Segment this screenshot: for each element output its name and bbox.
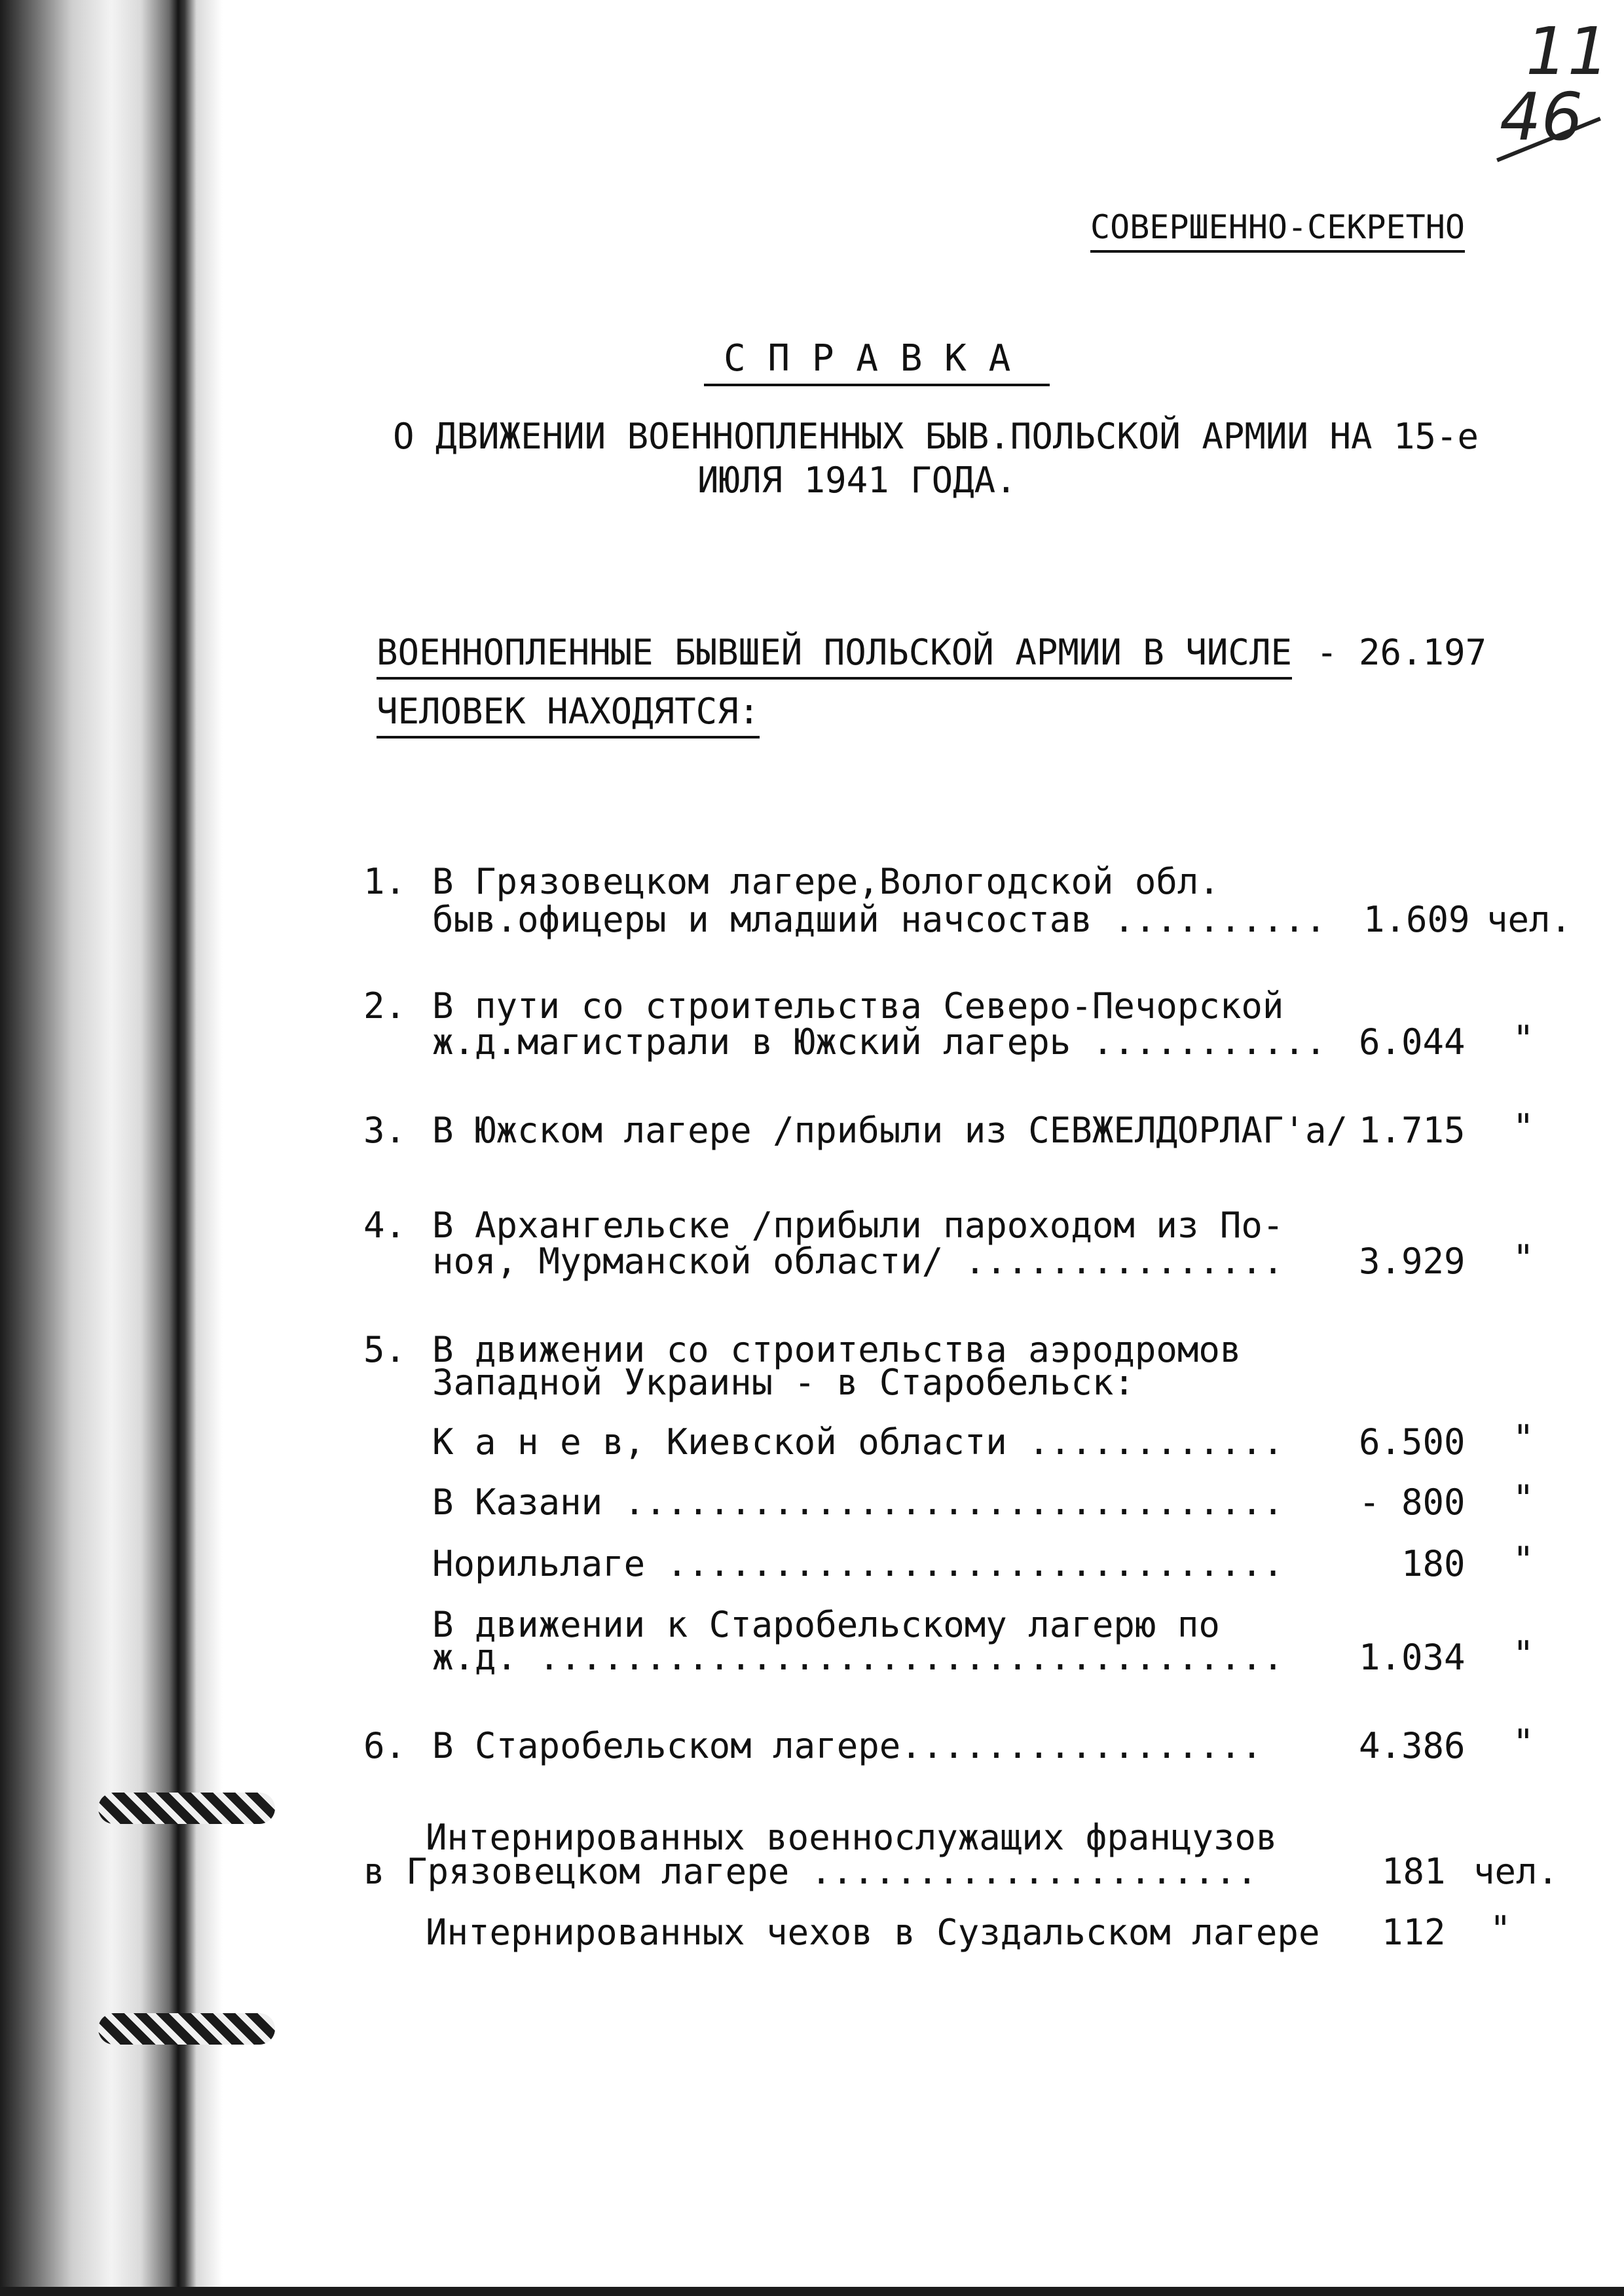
- binder-ring: [98, 2013, 275, 2045]
- intro-text: ВОЕННОПЛЕННЫЕ БЫВШЕЙ ПОЛЬСКОЙ АРМИИ В ЧИСЛЕ: [377, 635, 1292, 680]
- item-value: 1.609: [1363, 899, 1470, 940]
- item-value: 3.929: [1359, 1241, 1466, 1282]
- item-number: 5.: [363, 1329, 407, 1370]
- item-unit: чел.: [1486, 899, 1572, 940]
- sub-item-unit: ": [1513, 1417, 1534, 1459]
- item-text: ноя, Мурманской области/ ...............: [432, 1241, 1284, 1282]
- interned-unit: чел.: [1473, 1851, 1559, 1892]
- intro-text: ЧЕЛОВЕК НАХОДЯТСЯ:: [377, 694, 760, 738]
- folio-number: 11: [1526, 13, 1610, 90]
- classification-stamp: СОВЕРШЕННО-СЕКРЕТНО: [1090, 211, 1465, 253]
- interned-unit: ": [1490, 1908, 1511, 1950]
- item-number: 1.: [363, 861, 407, 902]
- sub-item-text: К а н е в, Киевской области ............: [432, 1421, 1284, 1463]
- item-unit: ": [1513, 1237, 1534, 1279]
- item-text: быв.офицеры и младший начсостав ..........: [432, 899, 1327, 940]
- item-text: Западной Украины - в Старобельск:: [432, 1362, 1135, 1403]
- scan-bottom-edge: [0, 2287, 1624, 2296]
- item-number: 6.: [363, 1725, 407, 1766]
- item-text: В Старобельском лагере.................: [432, 1725, 1263, 1766]
- item-value: 4.386: [1359, 1725, 1466, 1766]
- interned-text: Интернированных военнослужащих французов: [426, 1817, 1278, 1858]
- sub-item-unit: ": [1513, 1633, 1534, 1675]
- sub-item-unit: ": [1513, 1539, 1534, 1580]
- interned-value: 112: [1382, 1912, 1446, 1953]
- item-text: ж.д.магистрали в Южский лагерь ...........: [432, 1021, 1327, 1063]
- item-value: 6.044: [1359, 1021, 1466, 1063]
- item-text: В Южском лагере /прибыли из СЕВЖЕЛДОРЛАГ'а/: [432, 1110, 1348, 1151]
- document-subtitle: ИЮЛЯ 1941 ГОДА.: [697, 460, 1017, 501]
- sub-item-unit: ": [1513, 1478, 1534, 1519]
- sub-item-value: 180: [1401, 1543, 1466, 1584]
- document-title: С П Р А В К А: [704, 340, 1050, 386]
- sub-item-text: ж.д. ...................................: [432, 1637, 1284, 1678]
- binder-ring: [98, 1793, 275, 1824]
- item-unit: ": [1513, 1722, 1534, 1763]
- item-number: 2.: [363, 985, 407, 1027]
- item-number: 4.: [363, 1205, 407, 1246]
- interned-value: 181: [1382, 1851, 1446, 1892]
- interned-text: Интернированных чехов в Суздальском лагере: [426, 1912, 1320, 1953]
- folio-number-crossed: 46: [1500, 79, 1583, 155]
- item-value: 1.715: [1359, 1110, 1466, 1151]
- sub-item-value: 1.034: [1359, 1637, 1466, 1678]
- item-text: В движении со строительства аэродромов: [432, 1329, 1242, 1370]
- intro-total: - 26.197: [1316, 632, 1487, 673]
- sub-item-text: В движении к Старобельскому лагерю по: [432, 1604, 1220, 1645]
- item-text: В Архангельске /прибыли пароходом из По-: [432, 1205, 1284, 1246]
- sub-item-text: В Казани ...............................: [432, 1482, 1284, 1523]
- item-text: В пути со строительства Северо-Печорской: [432, 985, 1284, 1027]
- item-number: 3.: [363, 1110, 407, 1151]
- interned-text: в Грязовецком лагере .....................: [363, 1851, 1258, 1892]
- sub-item-value: - 800: [1359, 1482, 1466, 1523]
- document-subtitle: О ДВИЖЕНИИ ВОЕННОПЛЕННЫХ БЫВ.ПОЛЬСКОЙ АРМИИ НА 15-е: [393, 416, 1479, 457]
- item-text: В Грязовецком лагере,Вологодской обл.: [432, 861, 1220, 902]
- sub-item-text: Норильлаге .............................: [432, 1543, 1284, 1584]
- binding-edge-shadow: [0, 0, 223, 2296]
- sub-item-value: 6.500: [1359, 1421, 1466, 1463]
- item-unit: ": [1513, 1106, 1534, 1148]
- item-unit: ": [1513, 1018, 1534, 1059]
